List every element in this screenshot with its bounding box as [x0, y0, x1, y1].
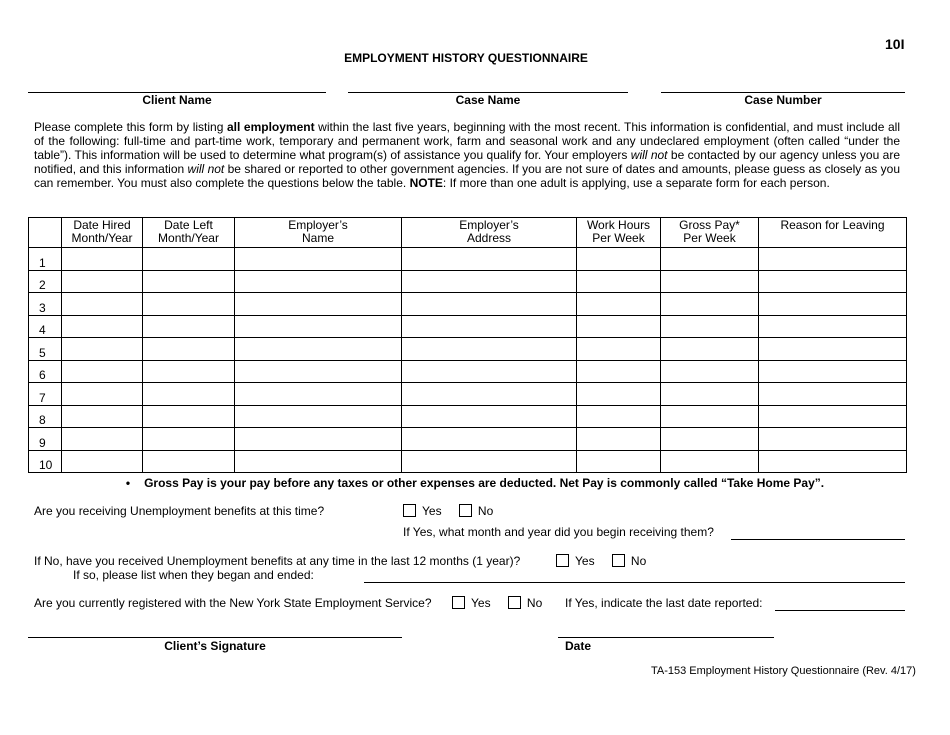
row-number: 8 — [29, 405, 62, 428]
q2-no-label: No — [630, 554, 647, 568]
row-number: 1 — [29, 248, 62, 271]
work-hours-cell[interactable] — [577, 270, 661, 293]
q2-followup: If so, please list when they began and ended: — [73, 568, 314, 582]
q1-yes-checkbox[interactable] — [403, 504, 416, 517]
table-row — [29, 383, 907, 406]
row-number: 3 — [29, 293, 62, 316]
table-row — [29, 450, 907, 473]
header-work-hours: Work Hours Per Week — [577, 218, 661, 248]
q3-yes-label: Yes — [471, 596, 491, 610]
date-hired-cell[interactable] — [62, 360, 143, 383]
gross-pay-cell[interactable] — [661, 450, 759, 473]
q1-no-label: No — [477, 504, 494, 518]
gross-pay-cell[interactable] — [661, 248, 759, 271]
date-left-cell[interactable] — [143, 360, 235, 383]
gross-pay-cell[interactable] — [661, 270, 759, 293]
reason-for-leaving-cell[interactable] — [759, 338, 907, 361]
q3-followup-answer-line[interactable] — [775, 610, 905, 611]
intro-italic-will-not: will not — [187, 162, 225, 176]
employer-address-cell[interactable] — [402, 405, 577, 428]
case-number-label: Case Number — [744, 93, 822, 107]
client-name-label: Client Name — [142, 93, 212, 107]
question-unemployment-now: Are you receiving Unemployment benefits at this time? — [34, 504, 325, 518]
client-signature-label: Client’s Signature — [164, 639, 266, 653]
row-number: 5 — [29, 338, 62, 361]
reason-for-leaving-cell[interactable] — [759, 428, 907, 451]
employer-name-cell[interactable] — [235, 248, 402, 271]
employer-address-cell[interactable] — [402, 360, 577, 383]
date-left-cell[interactable] — [143, 405, 235, 428]
intro-text: within the last five years, beginning with the most recent. This information is confidential, and must include all of the following: full-time and part-time work, temporary and permanent work, farm and seasonal work and any undeclared employment (often called “under the table”). This information will be used to determine what program(s) of assistance you qualify for. Your employers — [34, 120, 900, 162]
q3-followup: If Yes, indicate the last date reported: — [565, 596, 763, 610]
date-hired-cell[interactable] — [62, 428, 143, 451]
gross-pay-cell[interactable] — [661, 428, 759, 451]
row-number: 2 — [29, 270, 62, 293]
date-hired-cell[interactable] — [62, 338, 143, 361]
row-number: 7 — [29, 383, 62, 406]
gross-pay-note — [0, 476, 950, 490]
reason-for-leaving-cell[interactable] — [759, 450, 907, 473]
date-hired-cell[interactable] — [62, 450, 143, 473]
client-signature-line[interactable] — [28, 637, 402, 638]
work-hours-cell[interactable] — [577, 405, 661, 428]
employer-name-cell[interactable] — [235, 270, 402, 293]
page-title: EMPLOYMENT HISTORY QUESTIONNAIRE — [344, 51, 588, 65]
header-reason-for-leaving: Reason for Leaving — [759, 218, 907, 248]
intro-text: be shared or reported to other government agencies. If you are not sure of dates and amounts, please guess as closely as you can remember. You must also complete the questions below the table. — [34, 162, 901, 190]
row-number: 10 — [29, 450, 62, 473]
reason-for-leaving-cell[interactable] — [759, 405, 907, 428]
header-date-hired: Date Hired Month/Year — [62, 218, 143, 248]
date-left-cell[interactable] — [143, 450, 235, 473]
reason-for-leaving-cell[interactable] — [759, 315, 907, 338]
date-hired-cell[interactable] — [62, 248, 143, 271]
employer-address-cell[interactable] — [402, 383, 577, 406]
employer-name-cell[interactable] — [235, 383, 402, 406]
q1-yes-label: Yes — [422, 504, 442, 518]
header-row-number — [29, 218, 62, 248]
work-hours-cell[interactable] — [577, 360, 661, 383]
q1-followup-answer-line[interactable] — [731, 539, 905, 540]
instructions-paragraph — [34, 120, 900, 190]
employer-name-cell[interactable] — [235, 450, 402, 473]
q1-no-checkbox[interactable] — [459, 504, 472, 517]
q3-no-label: No — [526, 596, 543, 610]
reason-for-leaving-cell[interactable] — [759, 248, 907, 271]
reason-for-leaving-cell[interactable] — [759, 360, 907, 383]
gross-pay-cell[interactable] — [661, 338, 759, 361]
date-hired-cell[interactable] — [62, 270, 143, 293]
q3-no-checkbox[interactable] — [508, 596, 521, 609]
question-nys-employment-service: Are you currently registered with the New York State Employment Service? — [34, 596, 432, 610]
date-left-cell[interactable] — [143, 293, 235, 316]
intro-bold-all-employment: all employment — [226, 120, 315, 134]
employer-address-cell[interactable] — [402, 315, 577, 338]
intro-italic-will-not: will not — [630, 148, 668, 162]
q1-followup: If Yes, what month and year did you begin receiving them? — [403, 525, 714, 539]
date-line[interactable] — [558, 637, 774, 638]
case-name-label: Case Name — [455, 93, 521, 107]
row-number: 6 — [29, 360, 62, 383]
work-hours-cell[interactable] — [577, 293, 661, 316]
intro-bold-note: NOTE — [409, 176, 443, 190]
gross-pay-note-text: Gross Pay is your pay before any taxes or other expenses are deducted. Net Pay is commonly called “Take Home Pay”. — [144, 476, 825, 490]
q2-no-checkbox[interactable] — [612, 554, 625, 567]
work-hours-cell[interactable] — [577, 428, 661, 451]
reason-for-leaving-cell[interactable] — [759, 383, 907, 406]
employer-name-cell[interactable] — [235, 360, 402, 383]
reason-for-leaving-cell[interactable] — [759, 270, 907, 293]
header-gross-pay: Gross Pay* Per Week — [661, 218, 759, 248]
work-hours-cell[interactable] — [577, 383, 661, 406]
work-hours-cell[interactable] — [577, 248, 661, 271]
date-hired-cell[interactable] — [62, 405, 143, 428]
employer-address-cell[interactable] — [402, 338, 577, 361]
work-hours-cell[interactable] — [577, 315, 661, 338]
employer-name-cell[interactable] — [235, 428, 402, 451]
employer-name-cell[interactable] — [235, 338, 402, 361]
q2-yes-checkbox[interactable] — [556, 554, 569, 567]
question-unemployment-last-12-months: If No, have you received Unemployment benefits at any time in the last 12 months (1 year)? — [34, 554, 521, 568]
date-hired-cell[interactable] — [62, 383, 143, 406]
table-row — [29, 270, 907, 293]
table-row — [29, 293, 907, 316]
table-row — [29, 315, 907, 338]
gross-pay-cell[interactable] — [661, 315, 759, 338]
work-hours-cell[interactable] — [577, 338, 661, 361]
date-hired-cell[interactable] — [62, 315, 143, 338]
q2-followup-answer-line[interactable] — [364, 582, 905, 583]
employer-address-cell[interactable] — [402, 248, 577, 271]
reason-for-leaving-cell[interactable] — [759, 293, 907, 316]
form-footer: TA-153 Employment History Questionnaire (Rev. 4/17) — [651, 665, 916, 677]
employer-name-cell[interactable] — [235, 405, 402, 428]
gross-pay-cell[interactable] — [661, 383, 759, 406]
intro-text: be contacted by our agency unless you are notified, and this information — [34, 148, 901, 176]
gross-pay-cell[interactable] — [661, 293, 759, 316]
row-number: 9 — [29, 428, 62, 451]
q2-yes-label: Yes — [575, 554, 595, 568]
employer-address-cell[interactable] — [402, 428, 577, 451]
intro-text: Please complete this form by listing — [34, 120, 227, 134]
date-hired-cell[interactable] — [62, 293, 143, 316]
q2-options — [556, 554, 646, 568]
intro-text: : If more than one adult is applying, use a separate form for each person. — [442, 176, 830, 190]
header-employer-name: Employer’s Name — [235, 218, 402, 248]
gross-pay-cell[interactable] — [661, 405, 759, 428]
employer-address-cell[interactable] — [402, 293, 577, 316]
date-left-cell[interactable] — [143, 383, 235, 406]
table-header-row — [29, 218, 907, 248]
employer-name-cell[interactable] — [235, 293, 402, 316]
employer-address-cell[interactable] — [402, 270, 577, 293]
date-label: Date — [565, 639, 592, 653]
header-date-left: Date Left Month/Year — [143, 218, 235, 248]
gross-pay-cell[interactable] — [661, 360, 759, 383]
date-left-cell[interactable] — [143, 338, 235, 361]
date-left-cell[interactable] — [143, 428, 235, 451]
table-row — [29, 338, 907, 361]
q3-yes-checkbox[interactable] — [452, 596, 465, 609]
row-number: 4 — [29, 315, 62, 338]
table-row — [29, 360, 907, 383]
employer-address-cell[interactable] — [402, 450, 577, 473]
table-row — [29, 428, 907, 451]
employer-name-cell[interactable] — [235, 315, 402, 338]
work-hours-cell[interactable] — [577, 450, 661, 473]
table-row — [29, 405, 907, 428]
header-employer-address: Employer’s Address — [402, 218, 577, 248]
q1-options — [403, 504, 493, 518]
date-left-cell[interactable] — [143, 270, 235, 293]
table-row — [29, 248, 907, 271]
date-left-cell[interactable] — [143, 248, 235, 271]
q3-options — [452, 596, 542, 610]
employment-table — [28, 217, 907, 473]
bullet-icon: • — [125, 476, 131, 490]
form-code: 10I — [885, 36, 905, 52]
date-left-cell[interactable] — [143, 315, 235, 338]
